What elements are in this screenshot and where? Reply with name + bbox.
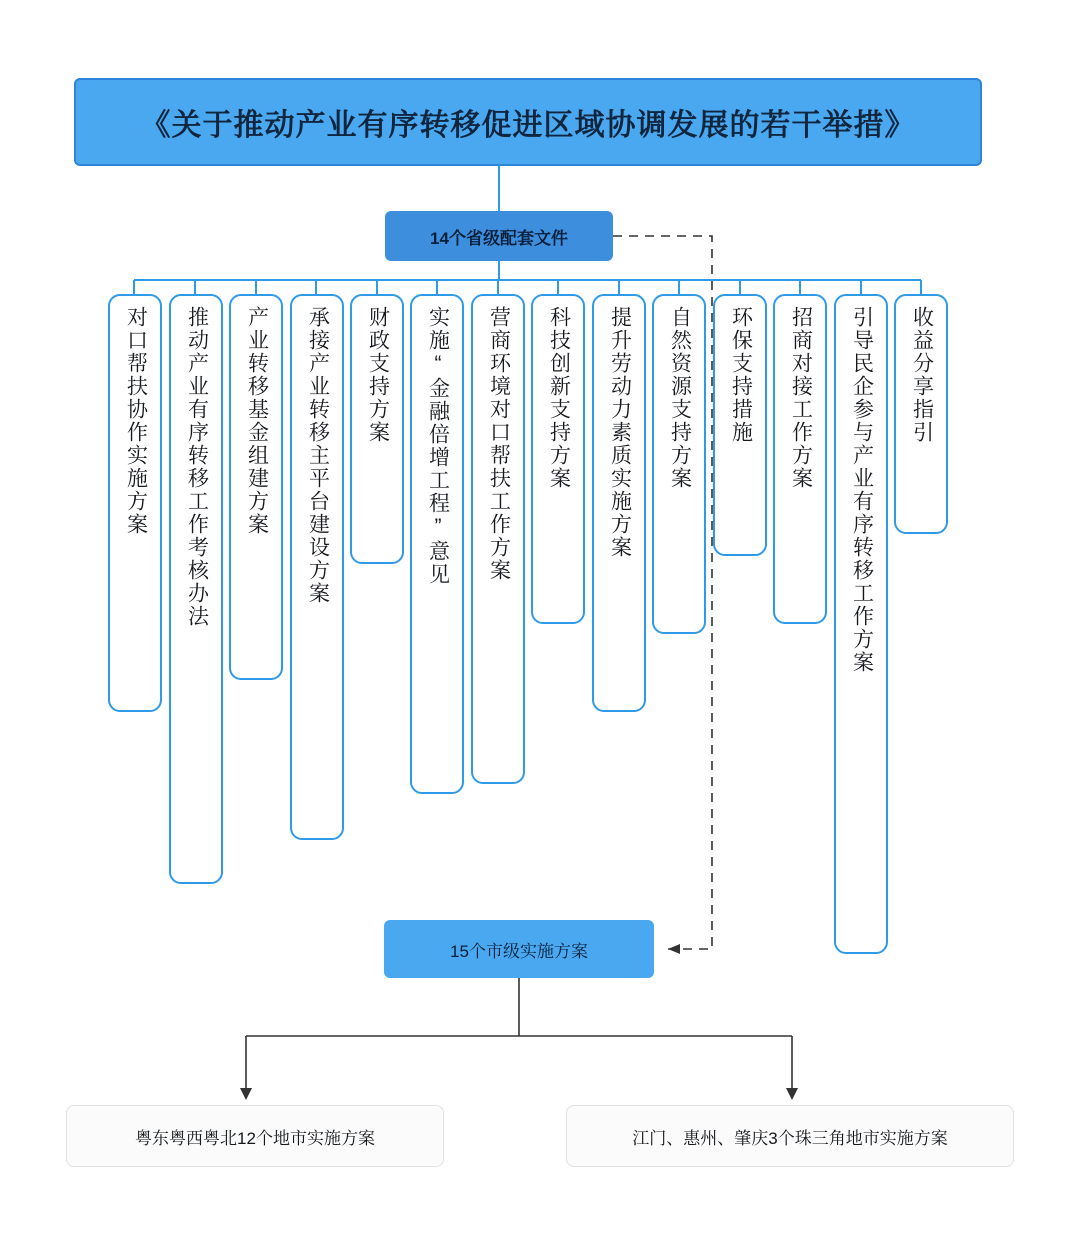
- provincial-item-0[interactable]: [108, 294, 162, 712]
- provincial-item-2[interactable]: [229, 294, 283, 680]
- provincial-item-12[interactable]: [834, 294, 888, 954]
- provincial-item-10[interactable]: [713, 294, 767, 556]
- provincial-item-9-label: 自然资源支持方案: [668, 306, 692, 490]
- provincial-item-7-label: 科技创新支持方案: [547, 306, 571, 490]
- provincial-item-11-label: 招商对接工作方案: [789, 306, 813, 490]
- provincial-item-4[interactable]: [350, 294, 404, 564]
- provincial-item-7[interactable]: [531, 294, 585, 624]
- provincial-item-3-label: 承接产业转移主平台建设方案: [306, 306, 330, 605]
- provincial-item-6[interactable]: [471, 294, 525, 784]
- municipal-item-1-label: 江门、惠州、肇庆3个珠三角地市实施方案: [632, 1128, 948, 1148]
- provincial-item-1-label: 推动产业有序转移工作考核办法: [185, 306, 209, 628]
- provincial-item-5-label: 实施“金融倍增工程”意见: [426, 306, 450, 586]
- provincial-item-3[interactable]: [290, 294, 344, 840]
- provincial-item-10-label: 环保支持措施: [729, 306, 753, 444]
- provincial-item-2-label: 产业转移基金组建方案: [245, 306, 269, 536]
- municipal-item-1[interactable]: [566, 1105, 1014, 1167]
- provincial-item-9[interactable]: [652, 294, 706, 634]
- provincial-item-8[interactable]: [592, 294, 646, 712]
- provincial-item-11[interactable]: [773, 294, 827, 624]
- municipal-plans-node[interactable]: [384, 920, 654, 978]
- municipal-item-0[interactable]: [66, 1105, 444, 1167]
- provincial-item-8-label: 提升劳动力素质实施方案: [608, 306, 632, 559]
- provincial-item-4-label: 财政支持方案: [366, 306, 390, 444]
- municipal-item-0-label: 粤东粤西粤北12个地市实施方案: [135, 1128, 375, 1148]
- document-title-box: [74, 78, 982, 166]
- provincial-item-6-label: 营商环境对口帮扶工作方案: [487, 306, 511, 582]
- provincial-item-0-label: 对口帮扶协作实施方案: [124, 306, 148, 536]
- document-title-text: 《关于推动产业有序转移促进区域协调发展的若干举措》: [140, 109, 916, 142]
- municipal-plans-label: 15个市级实施方案: [450, 941, 588, 961]
- provincial-item-5[interactable]: [410, 294, 464, 794]
- provincial-documents-node[interactable]: [385, 211, 613, 261]
- provincial-item-13-label: 收益分享指引: [910, 306, 934, 444]
- provincial-item-1[interactable]: [169, 294, 223, 884]
- provincial-documents-label: 14个省级配套文件: [430, 228, 568, 248]
- provincial-item-13[interactable]: [894, 294, 948, 534]
- provincial-item-12-label: 引导民企参与产业有序转移工作方案: [850, 306, 874, 674]
